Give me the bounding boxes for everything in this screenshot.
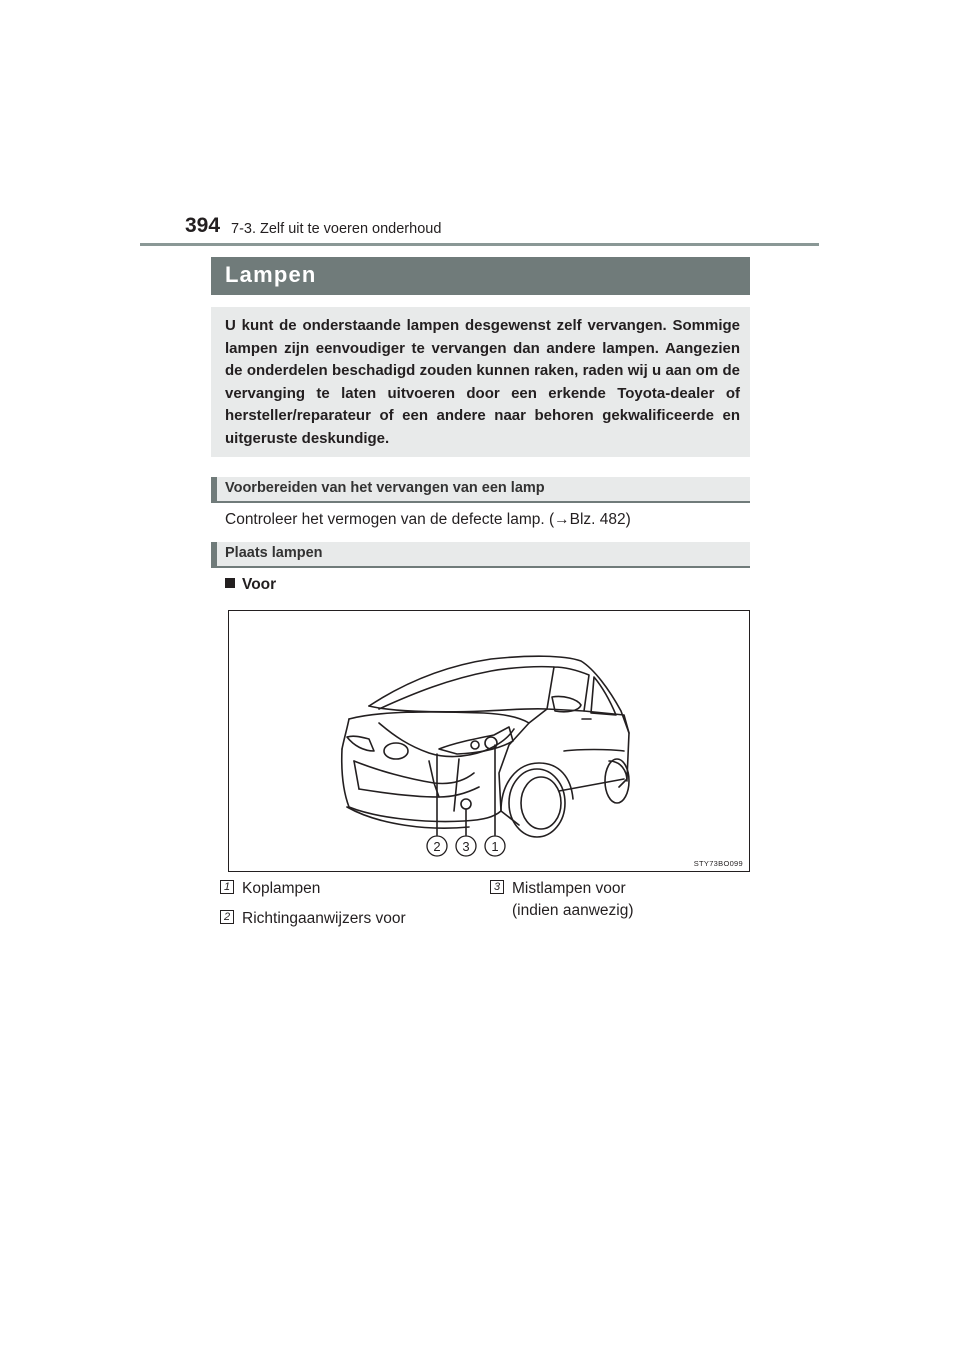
legend-number-1: 1 [220, 880, 234, 894]
running-head: 7-3. Zelf uit te voeren onderhoud [231, 221, 442, 237]
subheading-preparation [211, 477, 750, 503]
front-label-text: Voor [242, 576, 277, 593]
preparation-text: Controleer het vermogen van de defecte lamp. (→Blz. 482) [225, 511, 631, 528]
subheading-bulb-locations-label: Plaats lampen [225, 545, 323, 561]
title-bar [211, 257, 750, 295]
legend-text-1: Koplampen [242, 880, 321, 897]
front-label [225, 576, 276, 594]
legend-number-3: 3 [490, 880, 504, 894]
callout-2-label: 2 [433, 839, 441, 854]
car-front-illustration [228, 610, 750, 872]
car-drawing [229, 611, 749, 871]
intro-box [211, 307, 750, 457]
callout-1-label: 1 [491, 839, 499, 854]
page-title: Lampen [225, 262, 317, 287]
page-number: 394 [185, 214, 221, 237]
subheading-preparation-label: Voorbereiden van het vervangen van een lamp [225, 480, 545, 496]
legend-text-2: Richtingaanwijzers voor [242, 910, 406, 927]
illustration-code: STY73BO099 [693, 859, 743, 868]
square-bullet-icon [225, 578, 235, 588]
header-rule [140, 243, 819, 246]
subheading-bulb-locations [211, 542, 750, 568]
callout-3-label: 3 [462, 839, 470, 854]
legend-number-2: 2 [220, 910, 234, 924]
intro-text: U kunt de onderstaande lampen desgewenst zelf vervangen. Sommige lampen zijn eenvoudiger te vervangen dan andere lampen. Aangezien de onderdelen beschadigd zouden kunnen raken, raden wij u aan om de vervanging te laten uitvoeren door een erkende Toyota-dealer of hersteller/reparateur of een andere naar behoren gekwalificeerde en uitgeruste deskundige. [225, 317, 740, 447]
legend-text-3: Mistlampen voor (indien aanwezig) [512, 880, 634, 919]
